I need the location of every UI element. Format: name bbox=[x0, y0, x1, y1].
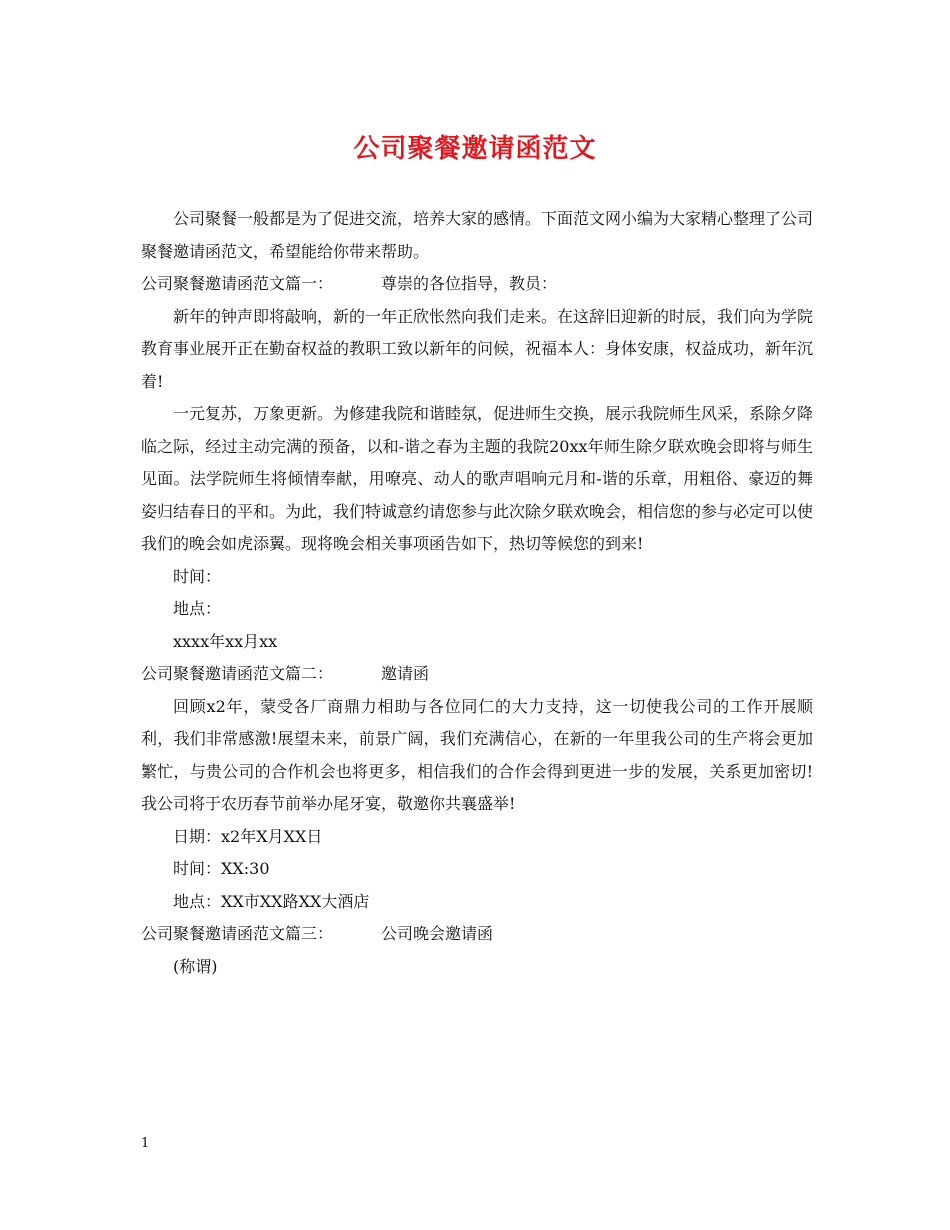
section3-heading-line bbox=[141, 918, 813, 951]
document-title: 公司聚餐邀请函范文 bbox=[353, 134, 597, 164]
section2-place: 地点：XX市XX路XX大酒店 bbox=[173, 891, 370, 911]
section2-heading: 公司聚餐邀请函范文篇二： bbox=[141, 664, 334, 683]
section2-time: 时间：XX:30 bbox=[173, 859, 270, 878]
section2-subtitle: 邀请函 bbox=[381, 664, 430, 683]
section1-heading-line bbox=[141, 268, 813, 301]
section1-paragraph-1: 新年的钟声即将敲响，新的一年正欣怅然向我们走来。在这辞旧迎新的时辰，我们向为学院教育事业展开正在勤奋权益的教职工致以新年的问候，祝福本人：身体安康，权益成功，新年沉着! bbox=[141, 306, 814, 391]
section2-date: 日期：x2年X月XX日 bbox=[173, 826, 323, 846]
section1-time: 时间： bbox=[173, 566, 222, 586]
section3-salutation: (称谓) bbox=[173, 956, 218, 976]
section3-heading: 公司聚餐邀请函范文篇三： bbox=[141, 924, 334, 943]
section3-subtitle: 公司晚会邀请函 bbox=[381, 924, 494, 943]
intro-paragraph: 公司聚餐一般都是为了促进交流，培养大家的感情。下面范文网小编为大家精心整理了公司聚餐邀请函范文，希望能给你带来帮助。 bbox=[141, 209, 814, 261]
section2-paragraph-1: 回顾x2年，蒙受各厂商鼎力相助与各位同仁的大力支持，这一切使我公司的工作开展顺利，我们非常感激!展望未来，前景广阔，我们充满信心，在新的一年里我公司的生产将会更加繁忙，与贵公司的合作机会也将更多，相信我们的合作会得到更进一步的发展，关系更加密切!我公司将于农历春节前举办尾牙宴，敬邀你共襄盛举! bbox=[141, 696, 813, 813]
section2-heading-line bbox=[141, 658, 813, 691]
document-body bbox=[141, 203, 813, 983]
section1-salutation: 尊崇的各位指导，教员： bbox=[381, 274, 558, 293]
section1-paragraph-2: 一元复苏，万象更新。为修建我院和谐睦氛，促进师生交换，展示我院师生风采，系除夕降临之际，经过主动完满的预备，以和-谐之春为主题的我院20xx年师生除夕联欢晚会即将与师生见面。法学院师生将倾情奉献，用嘹亮、动人的歌声唱响元月和-谐的乐章，用粗俗、豪迈的舞姿归结春日的平和。为此，我们特诚意约请您参与此次除夕联欢晚会，相信您的参与必定可以使我们的晚会如虎添翼。现将晚会相关事项函告如下，热切等候您的到来! bbox=[141, 404, 814, 553]
page-number: 1 bbox=[141, 1136, 150, 1151]
section1-date: xxxx年xx月xx bbox=[173, 631, 278, 651]
section1-place: 地点： bbox=[173, 599, 222, 618]
section1-heading: 公司聚餐邀请函范文篇一： bbox=[141, 274, 334, 293]
